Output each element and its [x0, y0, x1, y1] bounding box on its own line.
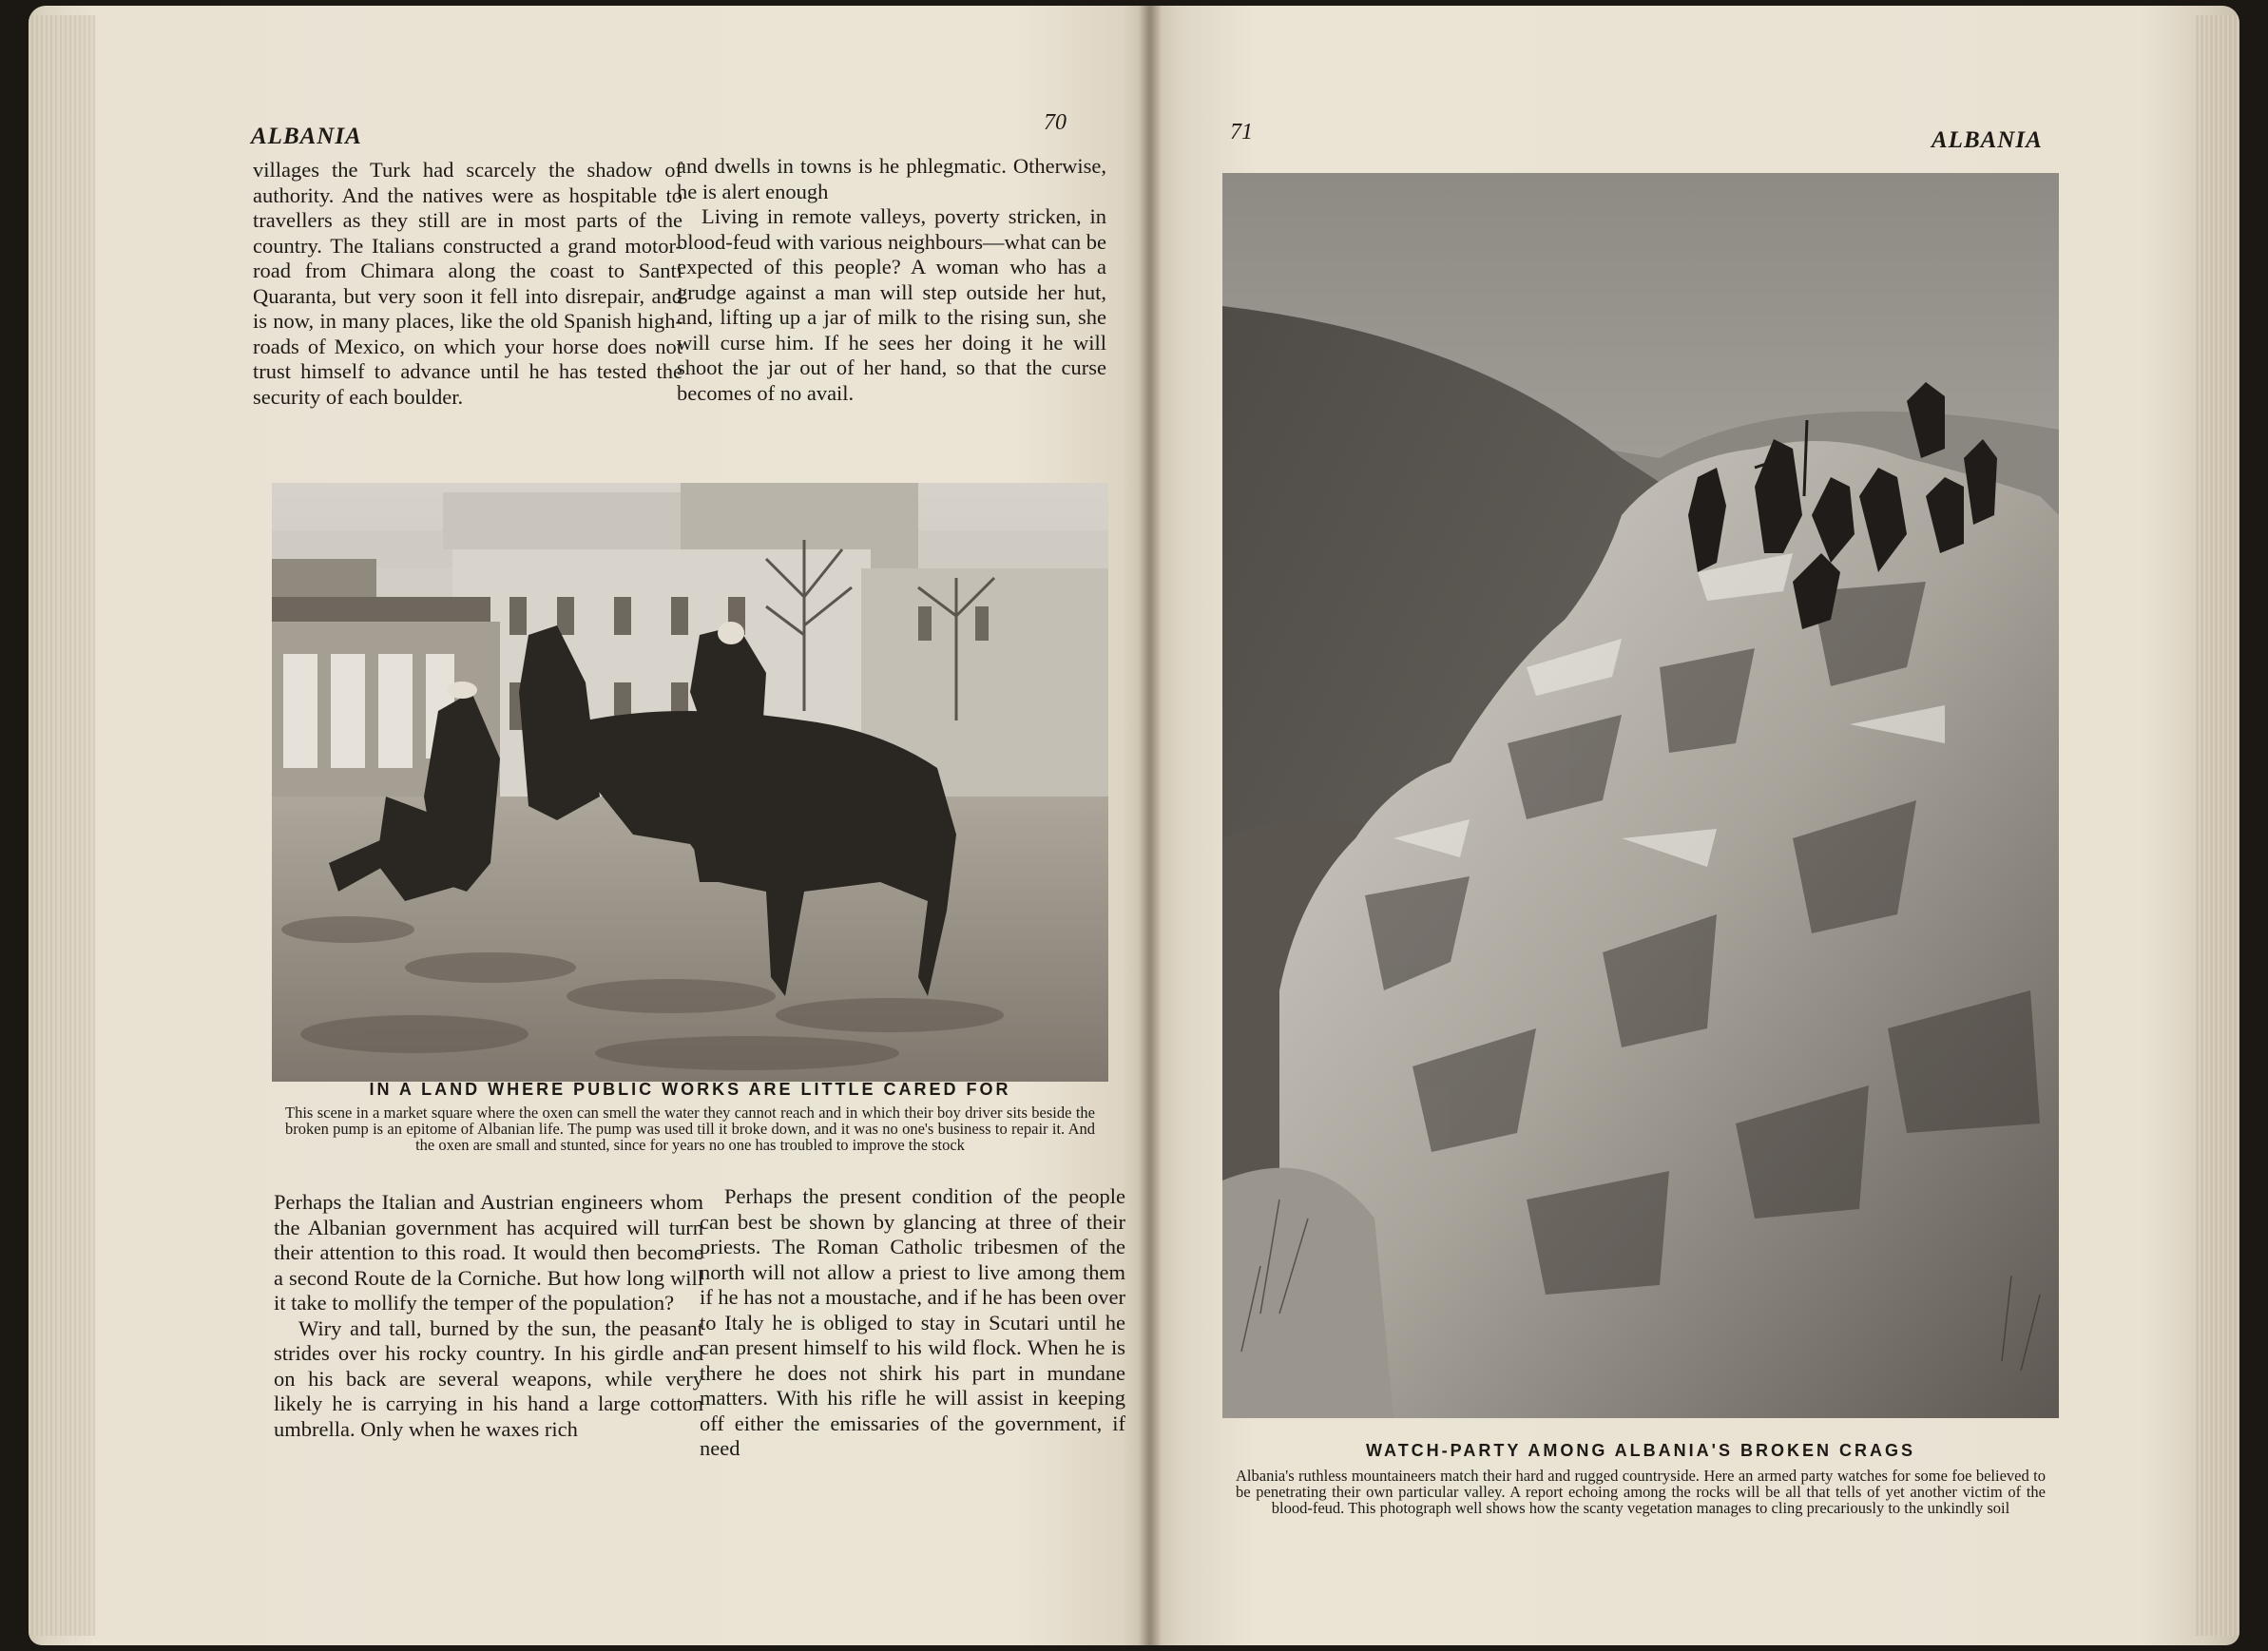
book-gutter — [1139, 6, 1162, 1645]
text-column-bottom-right — [700, 1184, 1125, 1462]
photo-caption-title-left: IN A LAND WHERE PUBLIC WORKS ARE LITTLE CARED FOR — [369, 1080, 1011, 1099]
paragraph: villages the Turk had scarcely the shadow of authority. And the natives were as hospitable to travellers as they still are in most parts of the country. The Italians constructed a grand motor-road from Chimara along the coast to Santi Quaranta, but very soon it fell into disrepair, and is now, in many places, like the old Spanish high-roads of Mexico, on which your horse does not trust himself to advance until he has tested the security of each boulder. — [253, 158, 682, 409]
left-page — [29, 6, 1150, 1645]
text-column-top-left — [253, 158, 682, 410]
paragraph: Perhaps the Italian and Austrian engineers whom the Albanian government has acquired will turn their attention to this road. It would then become a second Route de la Corniche. But how long will it take to mollify the temper of the population? — [274, 1190, 703, 1315]
paragraph: Perhaps the present condition of the people can best be shown by glancing at three of their priests. The Roman Catholic tribesmen of the north will not allow a priest to live among them if he has not a moustache, and if he has been over to Italy he is obliged to stay in Scutari until he can present himself to his wild flock. When he is there he does not shirk his part in mundane matters. With his rifle he will assist in keeping off either the emissaries of the government, if need — [700, 1184, 1125, 1460]
page-edges-right — [2196, 15, 2239, 1636]
running-head-right: ALBANIA — [1932, 127, 2043, 153]
crags-watch-party-photo — [1222, 173, 2059, 1418]
photo-caption-body-left: This scene in a market square where the oxen can smell the water they cannot reach and in which their boy driver sits beside the broken pump is an epitome of Albanian life. The pump was used till it broke down, and it was no one's business to repair it. And the oxen are small and stunted, since for years no one has troubled to improve the stock — [285, 1104, 1095, 1154]
text-column-top-right — [677, 154, 1106, 406]
photo-caption-body-right: Albania's ruthless mountaineers match their hard and rugged countryside. Here an armed party watches for some foe believed to be penetrating their own particular valley. A report echoing among the rocks will be all that tells of yet another victim of the blood-feud. This photograph well shows how the scanty vegetation manages to cling precariously to the unkindly soil — [1236, 1467, 2046, 1517]
market-square-photo — [272, 483, 1108, 1082]
page-number-left: 70 — [1044, 110, 1067, 135]
paragraph: Wiry and tall, burned by the sun, the peasant strides over his rocky country. In his girdle and on his back are several weapons, while very likely he is carrying in his hand a large cotton umbrella. Only when he waxes rich — [274, 1315, 703, 1441]
text-column-bottom-left — [274, 1190, 703, 1442]
page-number-right: 71 — [1230, 120, 1253, 144]
right-page — [1150, 6, 2239, 1645]
photo-caption-title-right: WATCH-PARTY AMONG ALBANIA'S BROKEN CRAGS — [1366, 1441, 1915, 1460]
running-head-left: ALBANIA — [251, 124, 362, 149]
paragraph: and dwells in towns is he phlegmatic. Otherwise, he is alert enough — [677, 154, 1106, 203]
page-edges-left — [29, 15, 95, 1636]
paragraph: Living in remote valleys, poverty stricken, in blood-feud with various neighbours—what can be expected of this people? A woman who has a grudge against a man will step outside her hut, and, lifting up a jar of milk to the rising sun, she will curse him. If he sees her doing it he will shoot the jar out of her hand, so that the curse becomes of no avail. — [677, 204, 1106, 405]
open-book — [29, 6, 2239, 1645]
